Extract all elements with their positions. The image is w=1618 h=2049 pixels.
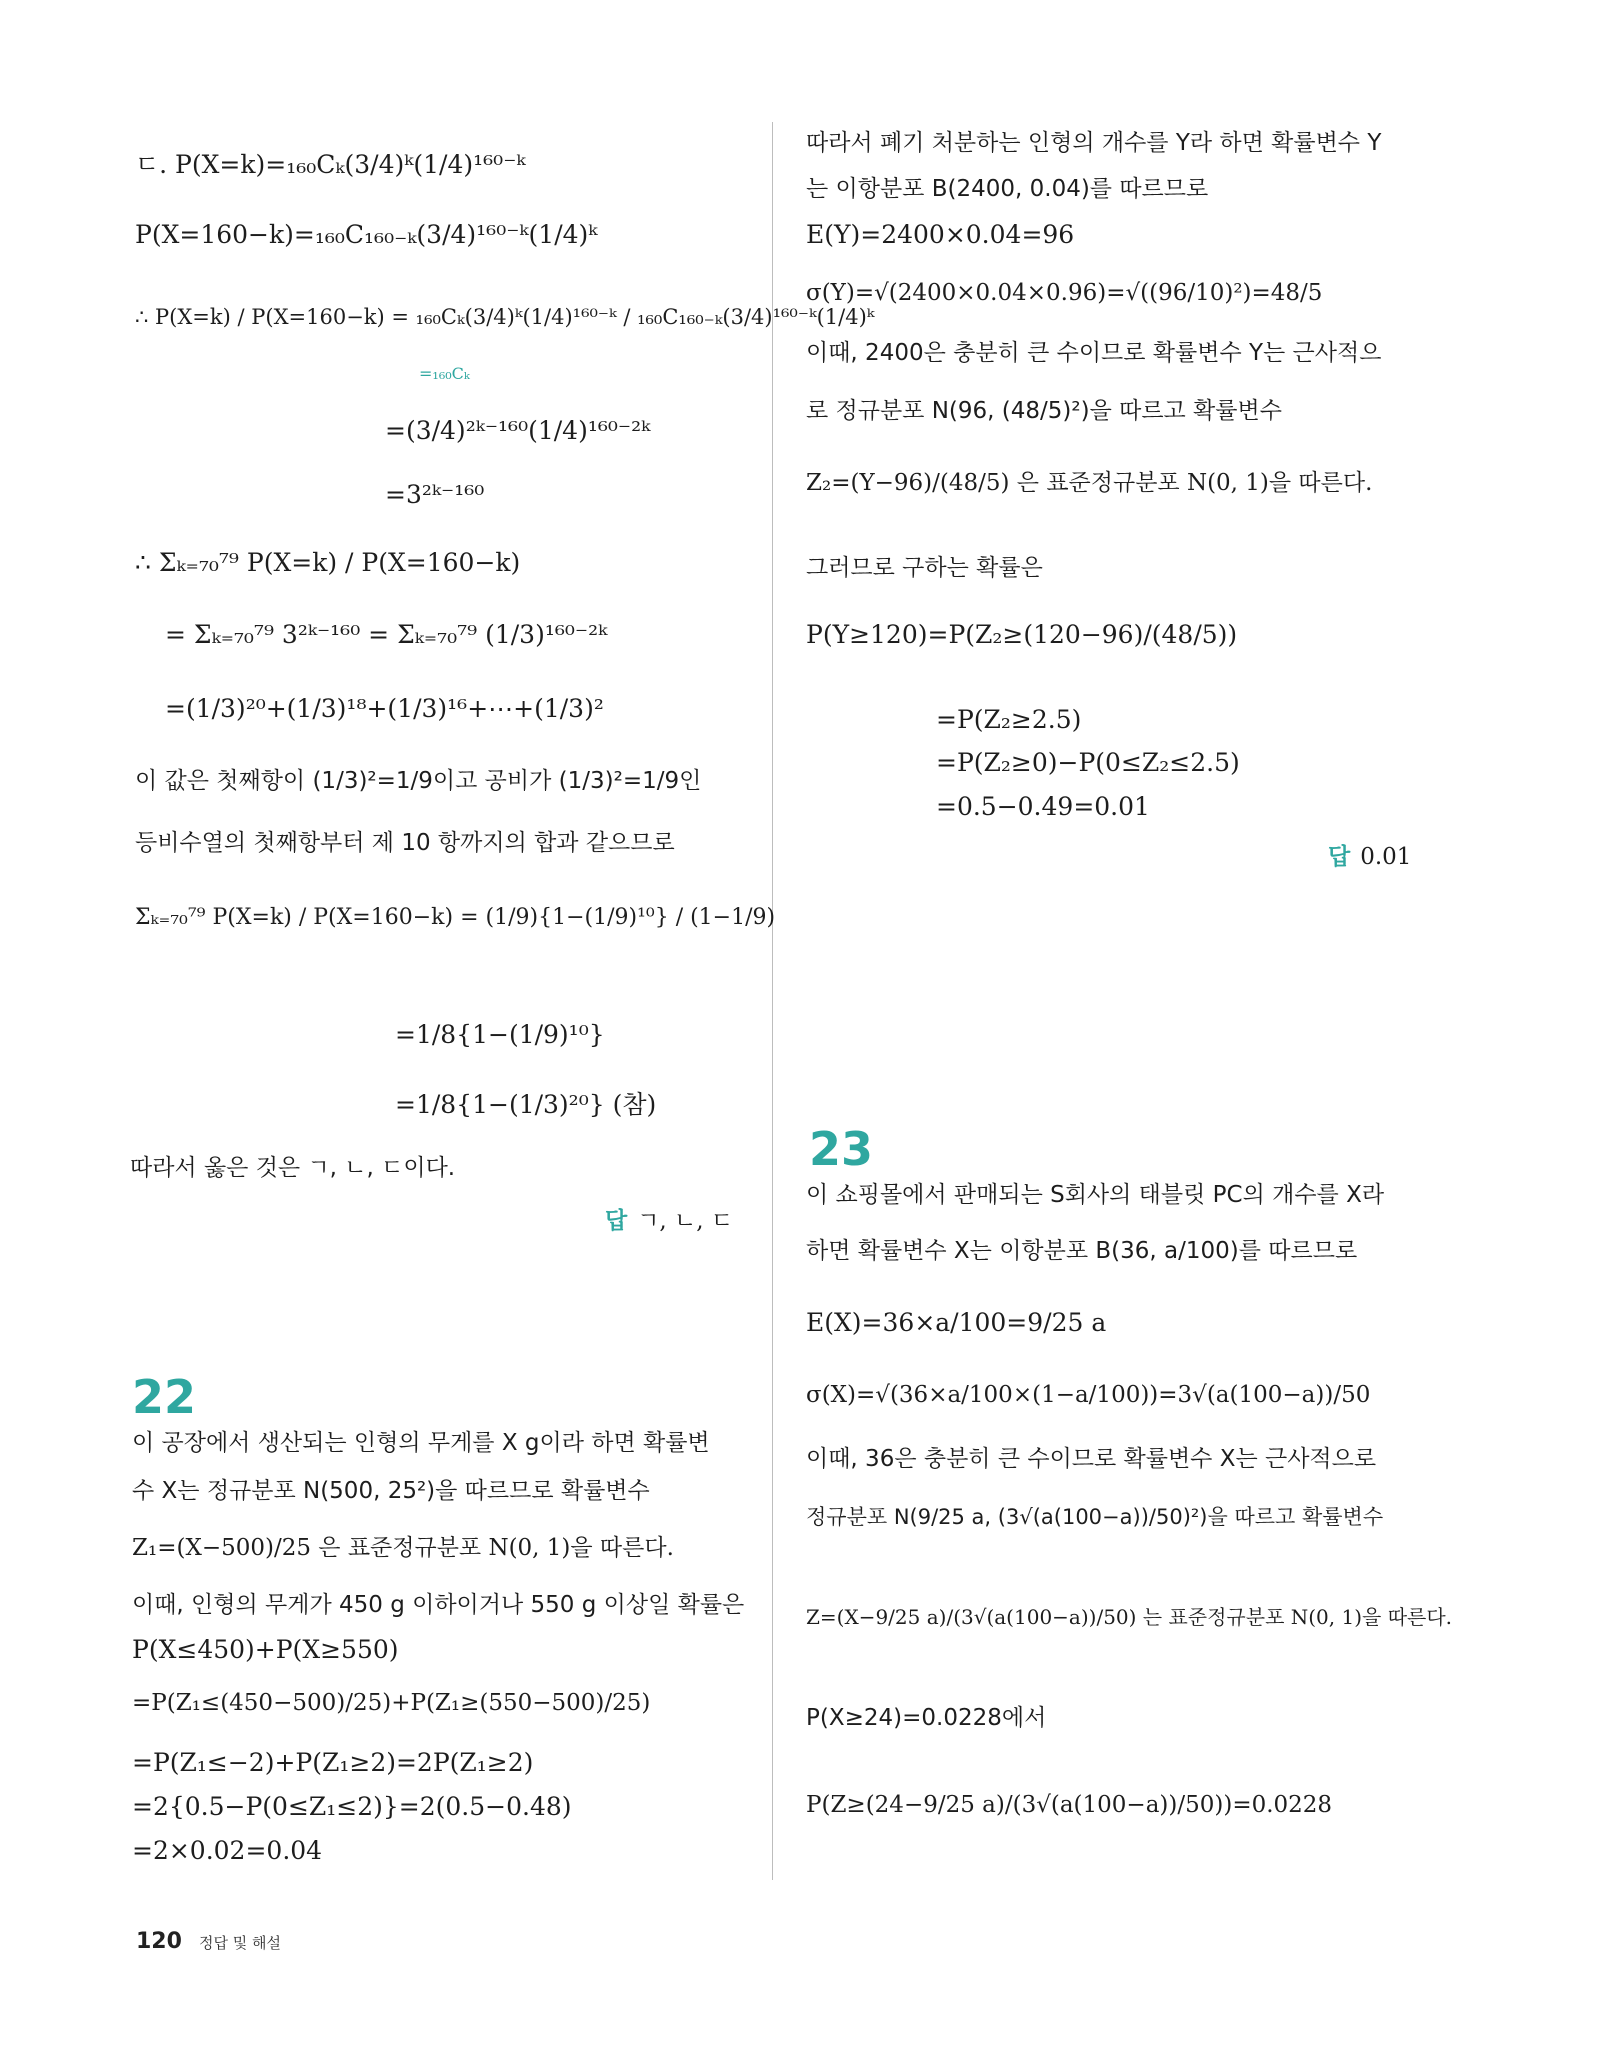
q23-line-7: Z=(X−9/25 a)/(3√(a(100−a))/50) 는 표준정규분포 N(0, 1)을 따른다.: [806, 1605, 1453, 1629]
left-line-12: Σₖ₌₇₀⁷⁹ P(X=k) / P(X=160−k) = (1/9){1−(1/9)¹⁰} / (1−1/9): [135, 905, 776, 930]
q23-line-1: 이 쇼핑몰에서 판매되는 S회사의 태블릿 PC의 개수를 X라: [806, 1182, 1385, 1208]
answer-value: 0.01: [1360, 844, 1412, 870]
q22-line-3: Z₁=(X−500)/25 은 표준정규분포 N(0, 1)을 따른다.: [132, 1535, 674, 1561]
right-line-4: σ(Y)=√(2400×0.04×0.96)=√((96/10)²)=48/5: [806, 280, 1323, 306]
left-line-9: =(1/3)²⁰+(1/3)¹⁸+(1/3)¹⁶+⋯+(1/3)²: [165, 694, 604, 723]
right-line-5: 이때, 2400은 충분히 큰 수이므로 확률변수 Y는 근사적으: [806, 340, 1382, 366]
section-title: 정답 및 해설: [199, 1934, 282, 1952]
left-line-10: 이 값은 첫째항이 (1/3)²=1/9이고 공비가 (1/3)²=1/9인: [135, 768, 702, 794]
left-line-13: =1/8{1−(1/9)¹⁰}: [395, 1020, 605, 1049]
right-line-1: 따라서 폐기 처분하는 인형의 개수를 Y라 하면 확률변수 Y: [806, 130, 1382, 156]
right-line-3: E(Y)=2400×0.04=96: [806, 220, 1075, 249]
left-line-14: =1/8{1−(1/3)²⁰} (참): [395, 1090, 657, 1119]
left-line-6: =3²ᵏ⁻¹⁶⁰: [385, 480, 485, 509]
q23-line-3: E(X)=36×a/100=9/25 a: [806, 1308, 1107, 1337]
answer-value: ㄱ, ㄴ, ㄷ: [637, 1208, 734, 1234]
left-line-8: = Σₖ₌₇₀⁷⁹ 3²ᵏ⁻¹⁶⁰ = Σₖ₌₇₀⁷⁹ (1/3)¹⁶⁰⁻²ᵏ: [165, 620, 608, 649]
left-line-7: ∴ Σₖ₌₇₀⁷⁹ P(X=k) / P(X=160−k): [135, 548, 521, 577]
left-line-4: =₁₆₀Cₖ: [419, 364, 470, 383]
q22-line-4: 이때, 인형의 무게가 450 g 이하이거나 550 g 이상일 확률은: [132, 1592, 745, 1618]
q22-line-2: 수 X는 정규분포 N(500, 25²)을 따르므로 확률변수: [132, 1478, 650, 1504]
left-line-3: ∴ P(X=k) / P(X=160−k) = ₁₆₀Cₖ(3/4)ᵏ(1/4)¹⁶⁰⁻ᵏ / ₁₆₀C₁₆₀₋ₖ(3/4)¹⁶⁰⁻ᵏ(1/4)ᵏ: [135, 305, 875, 329]
q23-line-8: P(X≥24)=0.0228에서: [806, 1705, 1047, 1731]
left-line-15: 따라서 옳은 것은 ㄱ, ㄴ, ㄷ이다.: [130, 1155, 456, 1181]
left-line-11: 등비수열의 첫째항부터 제 10 항까지의 합과 같으므로: [135, 830, 675, 856]
q22-line-9: =2×0.02=0.04: [132, 1836, 323, 1865]
answer-21: [605, 1202, 733, 1235]
right-line-10: =P(Z₂≥2.5): [936, 705, 1082, 734]
q22-line-7: =P(Z₁≤−2)+P(Z₁≥2)=2P(Z₁≥2): [132, 1748, 534, 1777]
q23-line-6: 정규분포 N(9/25 a, (3√(a(100−a))/50)²)을 따르고 확률변수: [806, 1505, 1384, 1529]
right-line-7: Z₂=(Y−96)/(48/5) 은 표준정규분포 N(0, 1)을 따른다.: [806, 470, 1373, 496]
left-line-5: =(3/4)²ᵏ⁻¹⁶⁰(1/4)¹⁶⁰⁻²ᵏ: [385, 416, 651, 445]
q22-line-1: 이 공장에서 생산되는 인형의 무게를 X g이라 하면 확률변: [132, 1430, 710, 1456]
q23-line-9: P(Z≥(24−9/25 a)/(3√(a(100−a))/50))=0.0228: [806, 1792, 1333, 1818]
q22-line-8: =2{0.5−P(0≤Z₁≤2)}=2(0.5−0.48): [132, 1792, 572, 1821]
page-footer: [136, 1929, 281, 1954]
right-line-11: =P(Z₂≥0)−P(0≤Z₂≤2.5): [936, 748, 1240, 777]
question-number-23: 23: [809, 1122, 874, 1176]
q22-line-6: =P(Z₁≤(450−500)/25)+P(Z₁≥(550−500)/25): [132, 1690, 651, 1716]
right-line-9: P(Y≥120)=P(Z₂≥(120−96)/(48/5)): [806, 620, 1238, 649]
right-line-6: 로 정규분포 N(96, (48/5)²)을 따르고 확률변수: [806, 398, 1282, 424]
left-line-2: P(X=160−k)=₁₆₀C₁₆₀₋ₖ(3/4)¹⁶⁰⁻ᵏ(1/4)ᵏ: [135, 220, 598, 249]
right-line-12: =0.5−0.49=0.01: [936, 792, 1150, 821]
q23-line-4: σ(X)=√(36×a/100×(1−a/100))=3√(a(100−a))/50: [806, 1382, 1371, 1408]
answer-label: 답: [1328, 844, 1351, 870]
left-line-1: ㄷ. P(X=k)=₁₆₀Cₖ(3/4)ᵏ(1/4)¹⁶⁰⁻ᵏ: [135, 150, 526, 179]
answer-label: 답: [605, 1208, 628, 1234]
question-number-22: 22: [132, 1370, 197, 1424]
page-number: 120: [136, 1929, 182, 1954]
q22-line-5: P(X≤450)+P(X≥550): [132, 1635, 399, 1664]
right-line-8: 그러므로 구하는 확률은: [806, 555, 1043, 581]
q23-line-5: 이때, 36은 충분히 큰 수이므로 확률변수 X는 근사적으로: [806, 1446, 1377, 1472]
column-divider: [772, 122, 773, 1880]
answer-22: [1328, 838, 1411, 871]
right-line-2: 는 이항분포 B(2400, 0.04)를 따르므로: [806, 176, 1209, 202]
q23-line-2: 하면 확률변수 X는 이항분포 B(36, a/100)를 따르므로: [806, 1238, 1358, 1264]
